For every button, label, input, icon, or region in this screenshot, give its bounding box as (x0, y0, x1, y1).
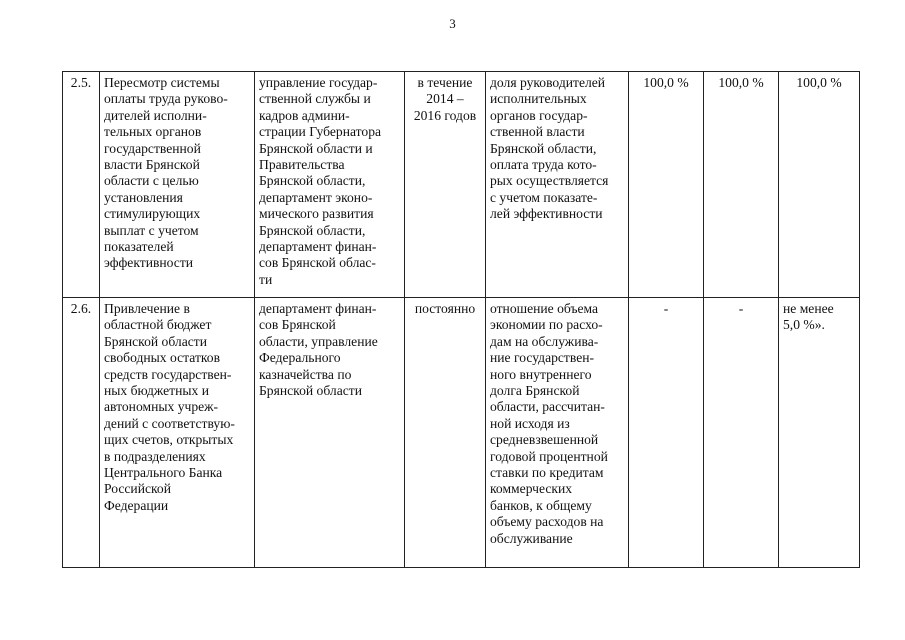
term-cell: в течение 2014 – 2016 годов (405, 72, 486, 298)
value-cell-1: - (629, 298, 704, 568)
responsible-cell: управление государ- ственной службы и кадров админи- страции Губернатора Брянской области и Правительства Брянской области, департамент эконо- мического развития Брянской области, департамент финан- сов Брянской облас- ти (255, 72, 405, 298)
indicator-cell: доля руководителей исполнительных органов государ- ственной власти Брянской области, оплата труда кото- рых осуществляется с учетом показате- лей эффективности (486, 72, 629, 298)
value-cell-1: 100,0 % (629, 72, 704, 298)
action-cell: Привлечение в областной бюджет Брянской области свободных остатков средств государствен- ных бюджетных и автономных учреж- дений с соответствую- щих счетов, открытых в подразделениях Центрального Банка Российской Федерации (100, 298, 255, 568)
value-cell-3: не менее 5,0 %». (779, 298, 860, 568)
indicator-cell: отношение объема экономии по расхо- дам на обслужива- ние государствен- ного внутреннего долга Брянской области, рассчитан- ной исходя из средневзвешенной годовой процентной ставки по кредитам коммерческих банков, к общему объему расходов на обслуживание (486, 298, 629, 568)
table-row (63, 72, 860, 298)
page-number: 3 (449, 16, 456, 31)
value-cell-2: 100,0 % (704, 72, 779, 298)
table-row (63, 298, 860, 568)
responsible-cell: департамент финан- сов Брянской области, управление Федерального казначейства по Брянской области (255, 298, 405, 568)
action-cell: Пересмотр системы оплаты труда руково- дителей исполни- тельных органов государственной власти Брянской области с целью установления стимулирующих выплат с учетом показателей эффективности (100, 72, 255, 298)
term-cell: постоянно (405, 298, 486, 568)
value-cell-3: 100,0 % (779, 72, 860, 298)
value-cell-2: - (704, 298, 779, 568)
measures-table (62, 71, 860, 568)
row-number-cell: 2.6. (63, 298, 100, 568)
row-number-cell: 2.5. (63, 72, 100, 298)
